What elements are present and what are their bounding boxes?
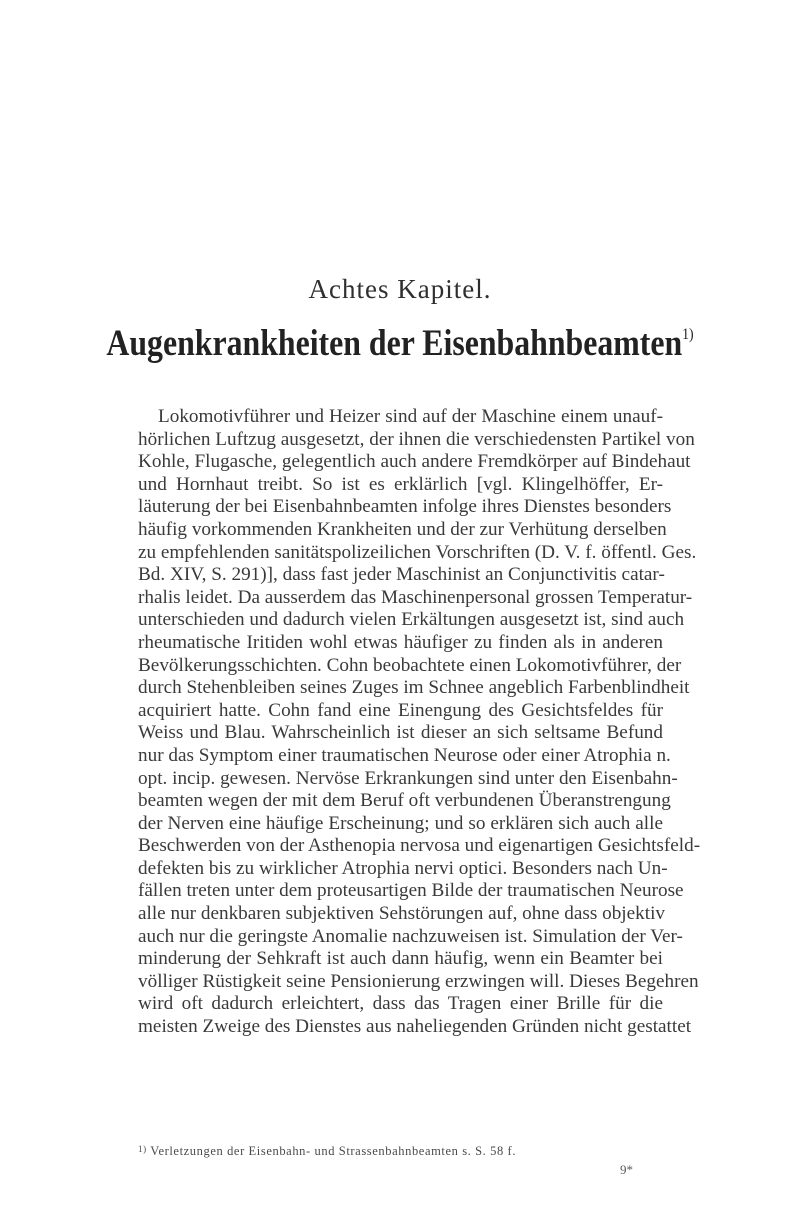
body-line: und Hornhaut treibt. So ist es erklärlich [vgl. Klingelhöffer, Er-	[138, 473, 663, 495]
body-line: durch Stehenbleiben seines Zuges im Schnee angeblich Farbenblindheit	[138, 677, 690, 699]
body-line: völliger Rüstigkeit seine Pensionierung erzwingen will. Dieses Begehren	[138, 970, 699, 992]
body-line: rhalis leidet. Da ausserdem das Maschinenpersonal grossen Temperatur-	[138, 586, 693, 608]
footnote-mark: 1)	[138, 1144, 147, 1154]
body-line: fällen treten unter dem proteusartigen Bilde der traumatischen Neurose	[138, 880, 684, 902]
title-footnote-mark: 1)	[682, 326, 694, 343]
body-line: Kohle, Flugasche, gelegentlich auch andere Fremdkörper auf Bindehaut	[138, 451, 691, 473]
body-line: acquiriert hatte. Cohn fand eine Einengung des Gesichtsfeldes für	[138, 699, 663, 721]
body-line: Bevölkerungsschichten. Cohn beobachtete einen Lokomotivführer, der	[138, 654, 682, 676]
body-line: Weiss und Blau. Wahrscheinlich ist dieser an sich seltsame Befund	[138, 722, 663, 744]
body-line: nur das Symptom einer traumatischen Neurose oder einer Atrophia n.	[138, 744, 671, 766]
chapter-heading: Achtes Kapitel.	[308, 274, 492, 304]
body-line: wird oft dadurch erleichtert, dass das Tragen einer Brille für die	[138, 993, 663, 1015]
body-line: Beschwerden von der Asthenopia nervosa und eigenartigen Gesichtsfeld-	[138, 835, 701, 857]
body-line: beamten wegen der mit dem Beruf oft verbundenen Überanstrengung	[138, 790, 671, 812]
body-paragraph	[138, 406, 701, 1039]
body-line: unterschieden und dadurch vielen Erkältungen ausgesetzt ist, sind auch	[138, 609, 685, 631]
footnote-text: Verletzungen der Eisenbahn- und Strassenbahnbeamten s. S. 58 f.	[150, 1144, 517, 1158]
body-line: minderung der Sehkraft ist auch dann häufig, wenn ein Beamter bei	[138, 948, 663, 970]
body-line: zu empfehlenden sanitätspolizeilichen Vorschriften (D. V. f. öffentl. Ges.	[138, 541, 697, 563]
body-line: Bd. XIV, S. 291)], dass fast jeder Maschinist an Conjunctivitis catar-	[138, 564, 665, 586]
body-line: Lokomotivführer und Heizer sind auf der Maschine einem unauf-	[158, 406, 663, 427]
body-line: meisten Zweige des Dienstes aus naheliegenden Gründen nicht gestattet	[138, 1016, 692, 1038]
body-line: häufig vorkommenden Krankheiten und der zur Verhütung derselben	[138, 518, 667, 540]
title-text: Augenkrankheiten der Eisenbahnbeamten	[106, 323, 683, 364]
body-line: defekten bis zu wirklicher Atrophia nervi optici. Besonders nach Un-	[138, 857, 668, 879]
body-line: hörlichen Luftzug ausgesetzt, der ihnen die verschiedensten Partikel von	[138, 428, 695, 450]
footnote	[138, 1144, 663, 1159]
body-line: läuterung der bei Eisenbahnbeamten infolge ihres Dienstes besonders	[138, 496, 672, 518]
body-line: auch nur die geringste Anomalie nachzuweisen ist. Simulation der Ver-	[138, 925, 683, 947]
body-line: der Nerven eine häufige Erscheinung; und so erklären sich auch alle	[138, 812, 663, 834]
body-line: opt. incip. gewesen. Nervöse Erkrankungen sind unter den Eisenbahn-	[138, 767, 678, 789]
body-line: rheumatische Iritiden wohl etwas häufiger zu finden als in anderen	[138, 631, 663, 653]
body-line: alle nur denkbaren subjektiven Sehstörungen auf, ohne dass objektiv	[138, 903, 665, 925]
page-title	[56, 322, 744, 365]
page-signature: 9*	[620, 1162, 633, 1177]
